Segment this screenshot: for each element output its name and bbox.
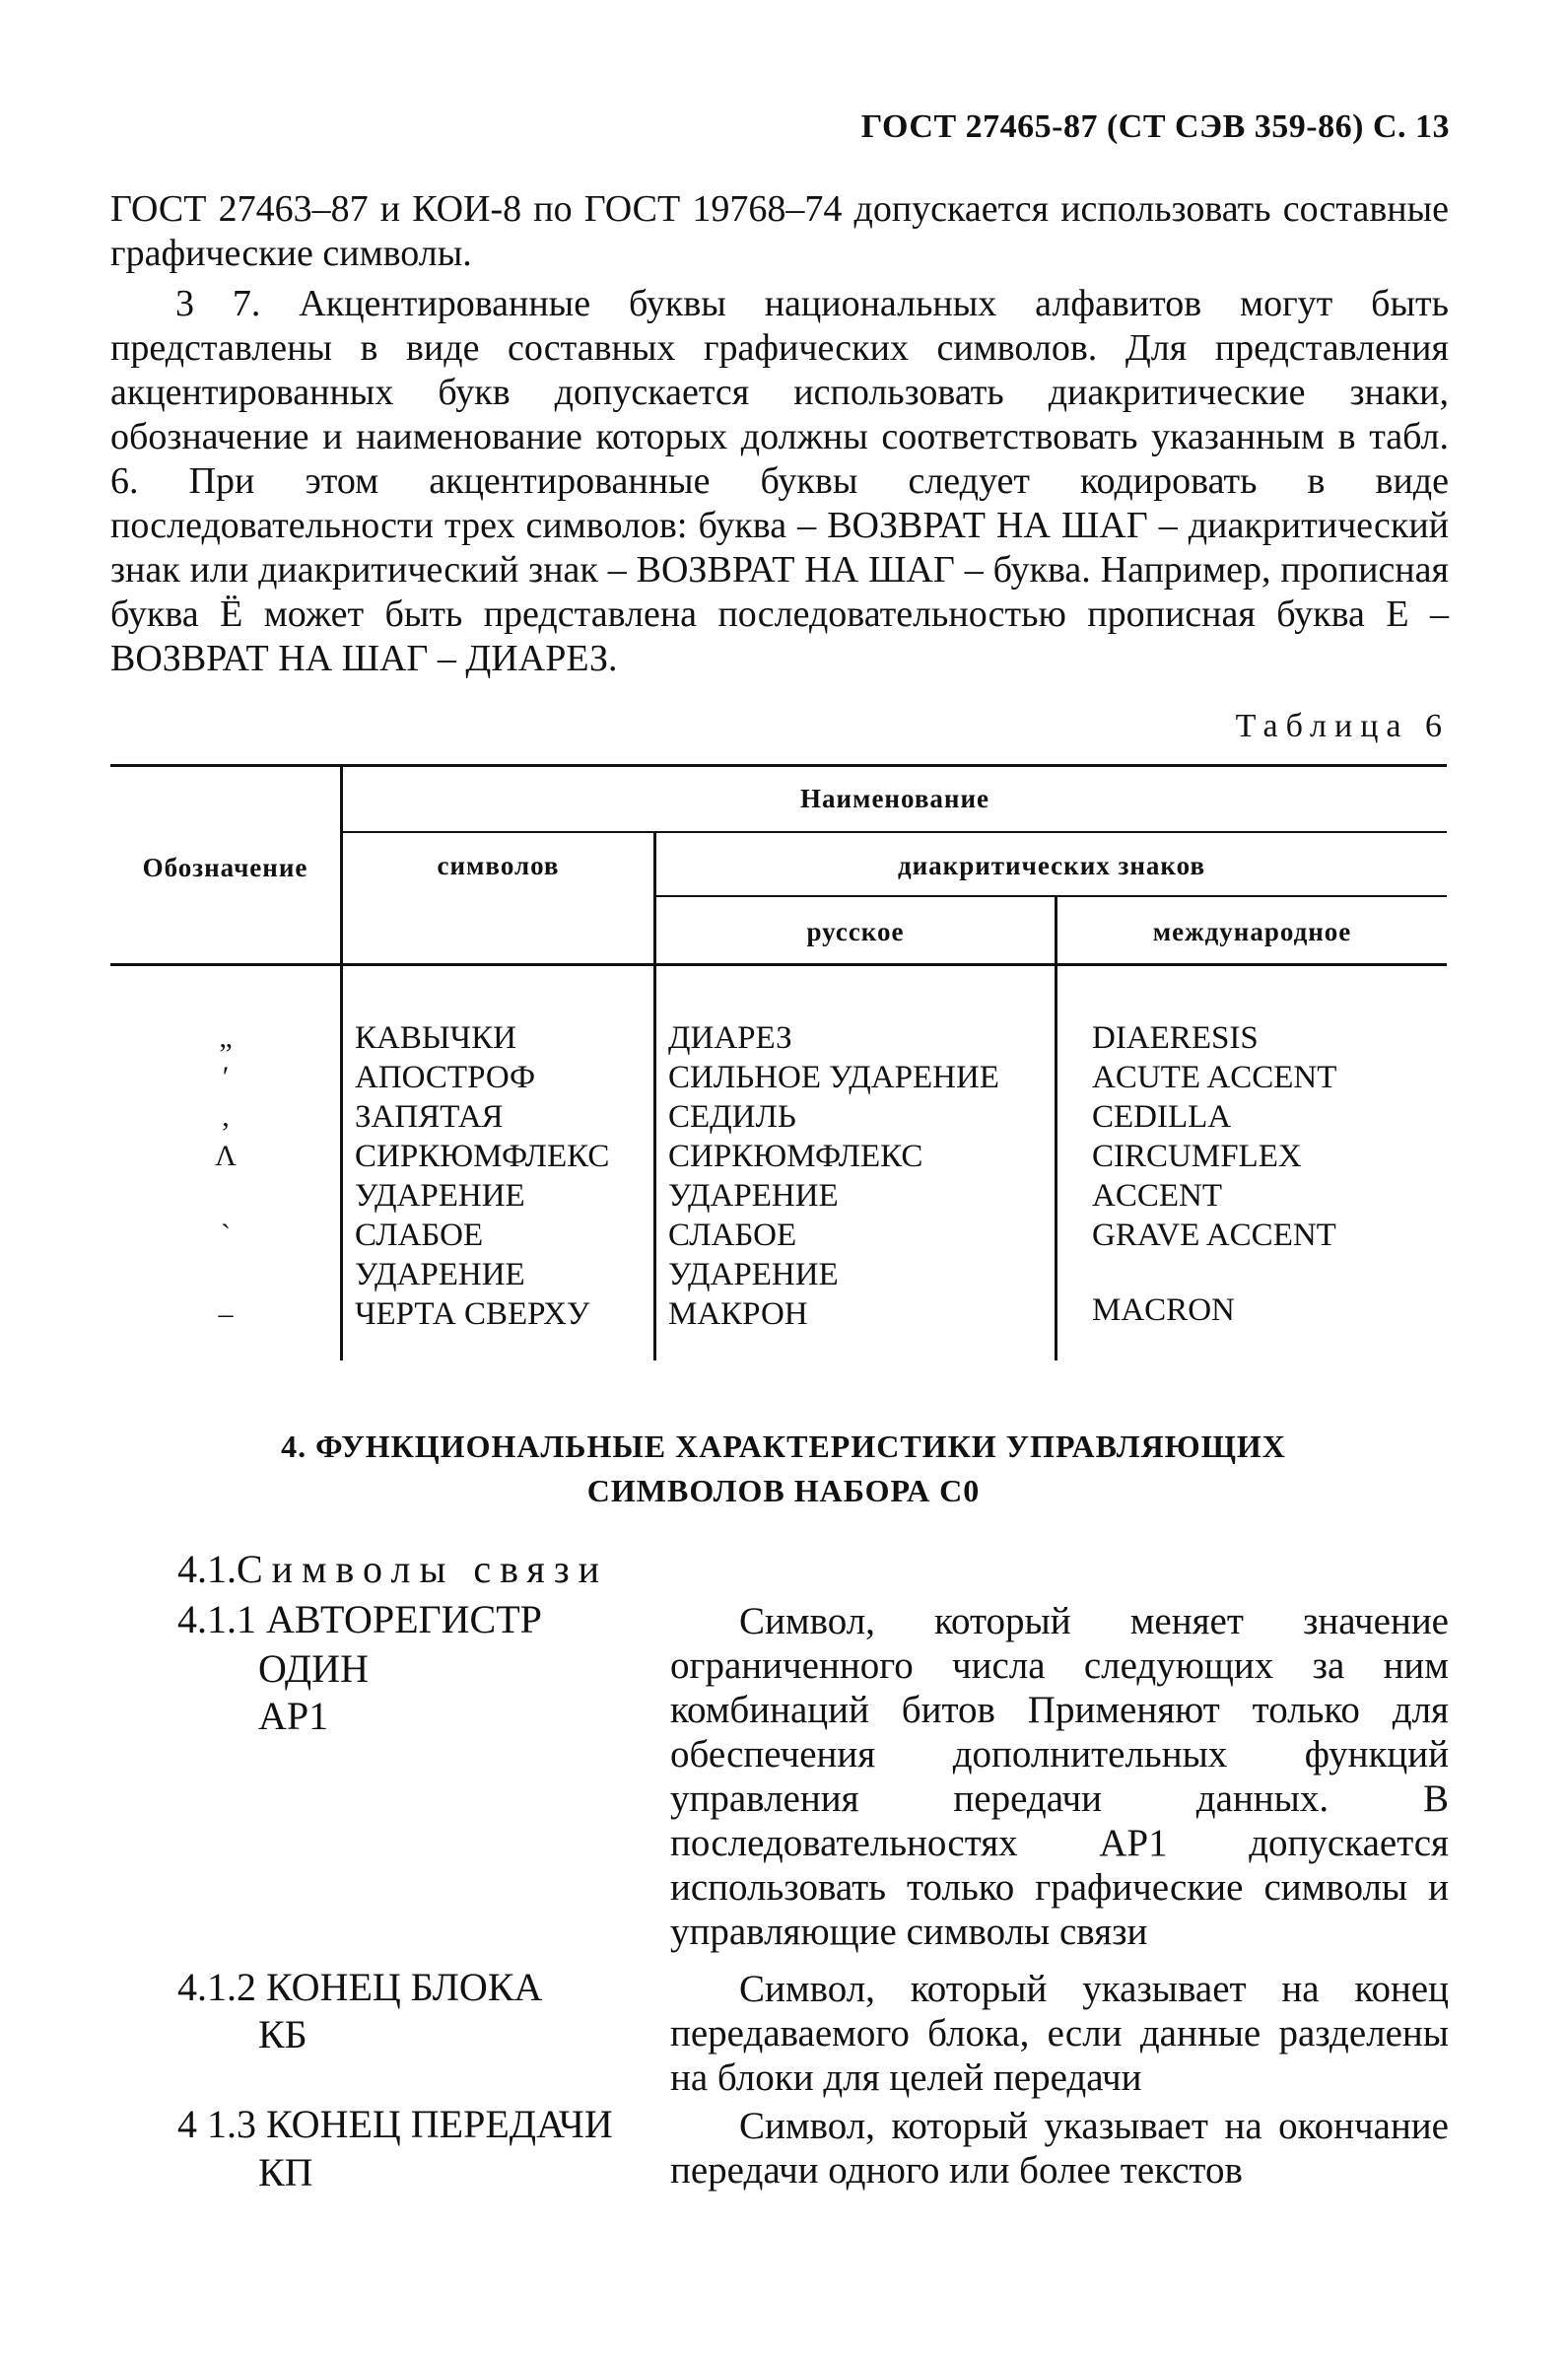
intro-paragraph-continuation: ГОСТ 27463–87 и КОИ-8 по ГОСТ 19768–74 допускается использовать составные графические символы. (110, 188, 1449, 274)
row-5-russian: УДАРЕНИЕ (668, 1178, 839, 1214)
row-4-international: CIRCUMFLEX (1092, 1139, 1302, 1174)
entry-4-1-2-abbr: КБ (258, 2012, 307, 2056)
entry-description-text: Символ, который меняет значение ограниченного числа следующих за ним комбинаций битов Применяют только для обеспечения дополнительных функций управления передачи данных. В последовательностях АР1 допускается использовать только графические символы и управляющие символы связи (670, 1600, 1449, 1953)
entry-4-1-1-abbr: АР1 (258, 1694, 329, 1738)
table-top-rule (110, 764, 1447, 767)
row-1-symbol: „ (219, 1021, 233, 1054)
row-3-symbol-name: ЗАПЯТАЯ (355, 1099, 504, 1135)
row-1-symbol-name: КАВЫЧКИ (355, 1020, 516, 1056)
subsection-4-1-heading (177, 1546, 608, 1592)
entry-4-1-1-name-line-2: ОДИН (258, 1646, 369, 1691)
row-7-symbol-name: УДАРЕНИЕ (355, 1257, 525, 1292)
table-header-bottom-rule (110, 963, 1447, 966)
row-4-symbol-name: СИРКЮМФЛЕКС (355, 1139, 610, 1174)
subsection-number: 4.1. (177, 1547, 237, 1591)
section-4-title-line-2: СИМВОЛОВ НАБОРА С0 (586, 1473, 981, 1508)
entry-4-1-3-abbr: КП (258, 2150, 313, 2194)
row-5-international: ACCENT (1092, 1178, 1222, 1214)
row-2-symbol: ʹ (222, 1061, 230, 1093)
row-5-symbol-name: УДАРЕНИЕ (355, 1178, 525, 1214)
header-name: Наименование (800, 784, 989, 813)
row-6-international: GRAVE ACCENT (1092, 1218, 1336, 1253)
table-rule-under-name (342, 831, 1447, 833)
row-3-international: CEDILLA (1092, 1099, 1232, 1135)
header-designation: Обозначение (142, 853, 308, 882)
row-2-russian: СИЛЬНОЕ УДАРЕНИЕ (668, 1060, 999, 1095)
entry-name: КОНЕЦ БЛОКА (266, 1965, 543, 2009)
row-8-international: MACRON (1092, 1292, 1235, 1328)
row-6-symbol: ˋ (221, 1219, 231, 1251)
table-caption: Таблица 6 (1235, 708, 1450, 744)
subsection-title: Символы связи (237, 1547, 609, 1591)
row-3-symbol: , (222, 1100, 230, 1133)
header-diacritics: диакритических знаков (897, 851, 1206, 880)
entry-4-1-1-description (670, 1599, 1449, 1954)
row-1-international: DIAERESIS (1092, 1020, 1259, 1056)
table-col-rule-3 (1055, 895, 1057, 1360)
entry-4-1-1-heading (177, 1597, 542, 1641)
header-international: международное (1152, 917, 1352, 946)
row-6-symbol-name: СЛАБОЕ (355, 1218, 484, 1253)
intro-paragraph-3-7: 3 7. Акцентированные буквы национальных алфавитов могут быть представлены в виде составных графических символов. Для представления акцентированных букв допускается использовать диакритические знаки, обозначение и наименование которых должны соответствовать указанным в табл. 6. При этом акцентированные буквы следует кодировать в виде последовательности трех символов: буква – ВОЗВРАТ НА ШАГ – диакритический знак или диакритический знак – ВОЗВРАТ НА ШАГ – буква. Например, прописная буква Ё может быть представлена последовательностью прописная буква Е – ВОЗВРАТ НА ШАГ – ДИАРЕЗ. (110, 283, 1449, 679)
entry-4-1-3-heading (177, 2102, 613, 2146)
entry-number: 4.1.2 (177, 1965, 256, 2009)
row-4-russian: СИРКЮМФЛЕКС (668, 1139, 923, 1174)
table-rule-under-diacritics (655, 895, 1447, 897)
row-1-russian: ДИАРЕЗ (668, 1020, 792, 1056)
row-8-symbol: – (218, 1297, 234, 1330)
entry-name: АВТОРЕГИСТР (266, 1597, 542, 1641)
row-8-russian: МАКРОН (668, 1296, 808, 1332)
intro-text (110, 187, 1449, 681)
header-symbols: символов (437, 851, 560, 880)
row-2-international: ACUTE ACCENT (1092, 1060, 1337, 1095)
entry-name: КОНЕЦ ПЕРЕДАЧИ (266, 2102, 613, 2146)
entry-4-1-2-description (670, 1967, 1449, 2100)
entry-description-text: Символ, который указывает на окончание передачи одного или более текстов (670, 2105, 1449, 2192)
entry-number: 4.1.1 (177, 1597, 256, 1641)
running-header: ГОСТ 27465-87 (СТ СЭВ 359-86) С. 13 (860, 108, 1450, 145)
table-col-rule-2 (653, 831, 656, 1360)
row-2-symbol-name: АПОСТРОФ (355, 1060, 536, 1095)
row-3-russian: СЕДИЛЬ (668, 1099, 796, 1135)
row-6-russian: СЛАБОЕ (668, 1218, 797, 1253)
section-4-title (197, 1425, 1370, 1513)
entry-4-1-2-heading (177, 1965, 542, 2009)
entry-description-text: Символ, который указывает на конец передаваемого блока, если данные разделены на блоки для целей передачи (670, 1968, 1449, 2099)
row-8-symbol-name: ЧЕРТА СВЕРХУ (355, 1296, 590, 1332)
row-7-russian: УДАРЕНИЕ (668, 1257, 839, 1292)
section-4-title-line-1: 4. ФУНКЦИОНАЛЬНЫЕ ХАРАКТЕРИСТИКИ УПРАВЛЯЮЩИХ (281, 1428, 1286, 1464)
row-4-symbol: Λ (215, 1140, 237, 1172)
entry-number: 4 1.3 (177, 2102, 256, 2146)
diacritics-table (110, 764, 1447, 1365)
entry-4-1-3-description (670, 2104, 1449, 2193)
header-russian: русское (806, 917, 905, 946)
